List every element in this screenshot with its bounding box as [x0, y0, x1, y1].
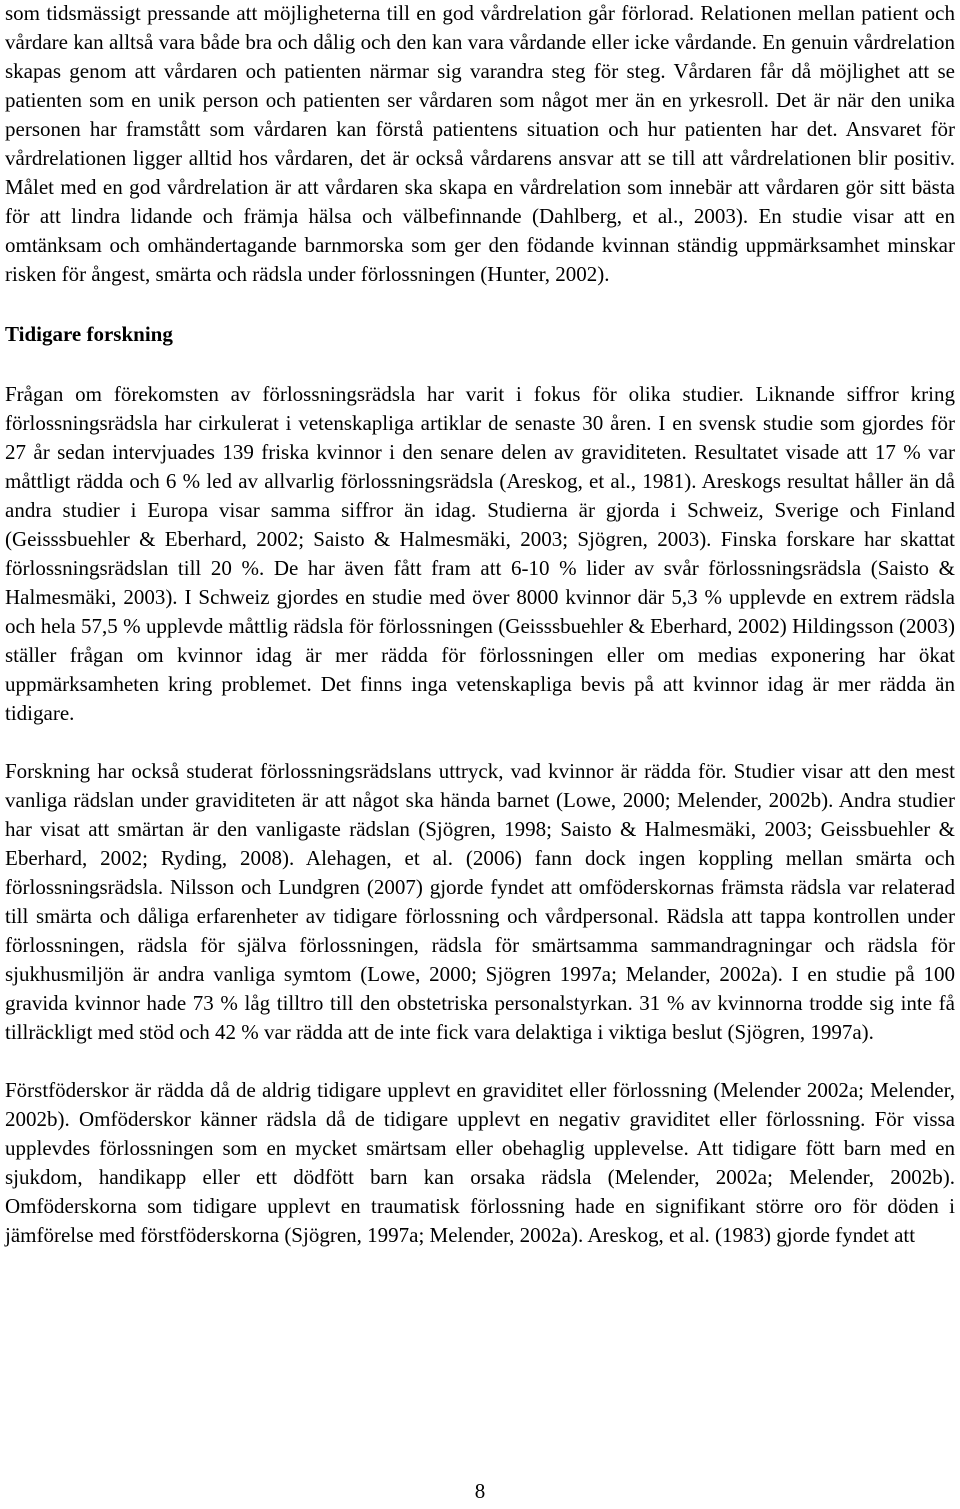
body-paragraph-4: Förstföderskor är rädda då de aldrig tidigare upplevt en graviditet eller förlossning (Melender 2002a; Melender, 2002b). Omföderskor känner rädsla då de tidigare upplevt en negativ graviditet eller förlossning. För vissa upplevdes förlossningen som en mycket smärtsam eller obehaglig upplevelse. Att tidigare fött barn med en sjukdom, handikapp eller ett dödfött barn kan orsaka rädsla (Melender, 2002a; Melender, 2002b). Omföderskorna som tidigare upplevt en traumatisk förlossning hade en signifikant större oro för döden i jämförelse med förstföderskorna (Sjögren, 1997a; Melender, 2002a). Areskog, et al. (1983) gjorde fyndet att [5, 1078, 955, 1247]
section-heading: Tidigare forskning [5, 322, 173, 346]
body-paragraph-1: som tidsmässigt pressande att möjligheterna till en god vårdrelation går förlorad. Relationen mellan patient och vårdare kan alltså vara både bra och dålig och den kan vara vårdande eller icke vårdande. En genuin vårdrelation skapas genom att vårdaren och patienten närmar sig varandra steg för steg. Vårdaren får då möjlighet att se patienten som en unik person och patienten ser vårdaren som något mer än en yrkesroll. Det är när den unika personen har framstått som vårdaren kan förstå patientens situation och hur patienten har det. Ansvaret för vårdrelationen ligger alltid hos vårdaren, det är också vårdarens ansvar att se till att vårdrelationen blir positiv. Målet med en god vårdrelation är att vårdaren ska skapa en vårdrelation som innebär att vårdaren gör sitt bästa för att lindra lidande och främja hälsa och välbefinnande (Dahlberg, et al., 2003). En studie visar att en omtänksam och omhändertagande barnmorska som ger den födande kvinnan ständig uppmärksamhet minskar risken för ångest, smärta och rädsla under förlossningen (Hunter, 2002). [5, 1, 955, 286]
body-paragraph-2: Frågan om förekomsten av förlossningsrädsla har varit i fokus för olika studier. Liknande siffror kring förlossningsrädsla har cirkulerat i vetenskapliga artiklar de senaste 30 åren. I en svensk studie som gjordes för 27 år sedan intervjuades 139 friska kvinnor i den senare delen av graviditeten. Resultatet visade att 17 % var måttligt rädda och 6 % led av allvarlig förlossningsrädsla (Areskog, et al., 1981). Areskogs resultat håller än då andra studier i Europa visar samma siffror än idag. Studierna är gjorda i Schweiz, Sverige och Finland (Geisssbuehler & Eberhard, 2002; Saisto & Halmesmäki, 2003; Sjögren, 2003). Finska forskare har skattat förlossningsrädslan till 20 %. De har även fått fram att 6-10 % lider av svår förlossningsrädsla (Saisto & Halmesmäki, 2003). I Schweiz gjordes en studie med över 8000 kvinnor där 5,3 % upplevde en extrem rädsla och hela 57,5 % upplevde måttlig rädsla för förlossningen (Geisssbuehler & Eberhard, 2002) Hildingsson (2003) ställer frågan om kvinnor idag är mer rädda för förlossningen eller om medias exponering har ökat uppmärksamheten kring problemet. Det finns inga vetenskapliga bevis på att kvinnor idag är mer rädda än tidigare. [5, 382, 955, 725]
page-number: 8 [474, 1479, 486, 1503]
document-page [5, 0, 955, 1250]
body-paragraph-3: Forskning har också studerat förlossningsrädslans uttryck, vad kvinnor är rädda för. Studier visar att den mest vanliga rädslan under graviditeten är att något ska hända barnet (Lowe, 2000; Melender, 2002b). Andra studier har visat att smärtan är den vanligaste rädslan (Sjögren, 1998; Saisto & Halmesmäki, 2003; Geissbuehler & Eberhard, 2002; Ryding, 2008). Alehagen, et al. (2006) fann dock ingen koppling mellan smärta och förlossningsrädsla. Nilsson och Lundgren (2007) gjorde fyndet att omföderskornas främsta rädsla var relaterad till smärta och dåliga erfarenheter av tidigare förlossning och vårdpersonal. Rädsla att tappa kontrollen under förlossningen, rädsla för själva förlossningen, rädsla för smärtsamma sammandragningar och rädsla för sjukhusmiljön är andra vanliga symtom (Lowe, 2000; Sjögren 1997a; Melander, 2002a). I en studie på 100 gravida kvinnor hade 73 % låg tilltro till den obstetriska personalstyrkan. 31 % av kvinnorna trodde sig inte få tillräckligt med stöd och 42 % var rädda att de inte fick vara delaktiga i viktiga beslut (Sjögren, 1997a). [5, 759, 955, 1044]
